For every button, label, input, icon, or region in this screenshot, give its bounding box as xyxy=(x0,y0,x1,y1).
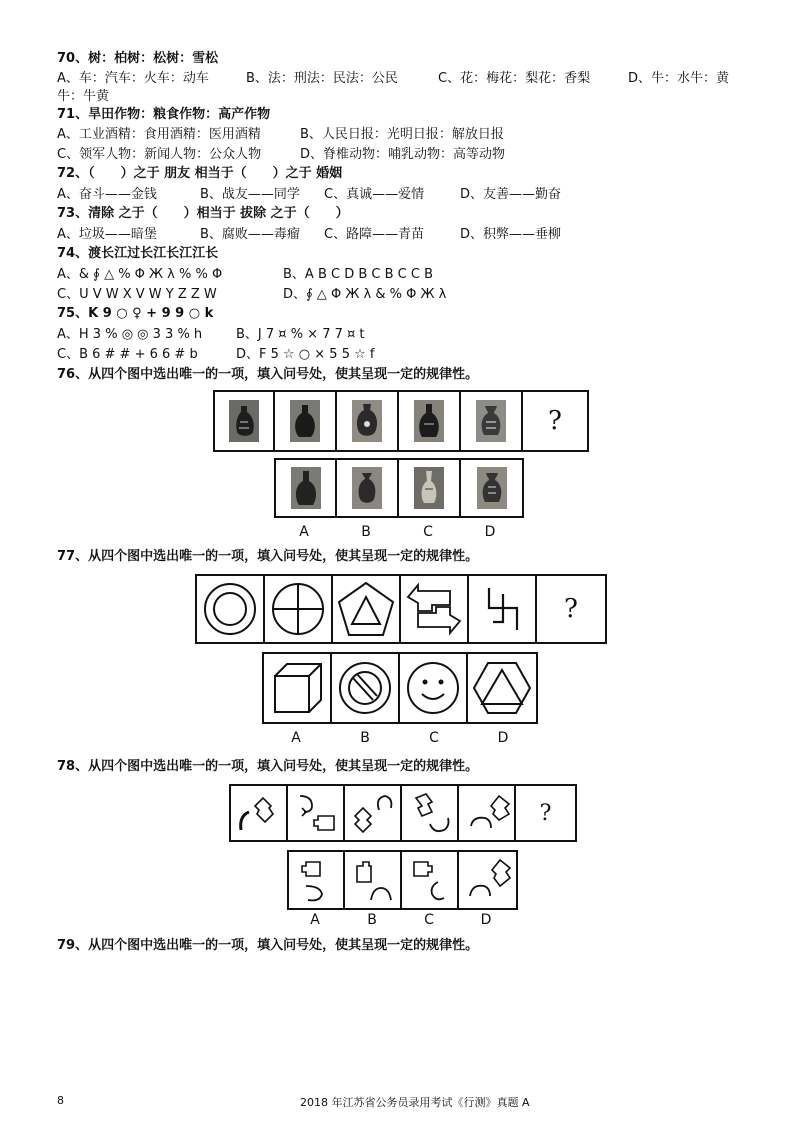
footer-title: 2018 年江苏省公务员录用考试《行测》真题 A xyxy=(300,1096,530,1109)
q78-option-c-figure[interactable] xyxy=(402,852,459,908)
q78-figure-5 xyxy=(459,786,516,840)
arrow-and-shape-icon xyxy=(235,790,283,836)
q78-option-a-figure[interactable] xyxy=(289,852,345,908)
q76-option-c-figure[interactable] xyxy=(399,460,461,516)
q77-label-b: B xyxy=(360,730,370,746)
q76-label-c: C xyxy=(423,524,433,540)
cube-icon xyxy=(269,660,325,716)
q74-option-c: C、U V W X V W Y Z Z W xyxy=(57,287,217,302)
q70-option-d: D、牛：水牛：黄 xyxy=(628,71,730,86)
q75-option-b: B、J 7 ¤ % × 7 7 ¤ t xyxy=(236,327,365,342)
q77-option-c-figure[interactable] xyxy=(400,654,468,722)
q76-stem: 76、从四个图中选出唯一的一项，填入问号处，使其呈现一定的规律性。 xyxy=(57,367,479,382)
q76-question-cell xyxy=(523,392,587,450)
q70-option-b: B、法：刑法：民法：公民 xyxy=(246,71,398,86)
q73-stem: 73、清除 之于（ ）相当于 拔除 之于（ ） xyxy=(57,206,349,221)
q76-question-row xyxy=(213,390,589,452)
q77-figure-4 xyxy=(401,576,469,642)
q73-option-b: B、腐败——毒瘤 xyxy=(200,227,300,242)
q78-figure-2 xyxy=(288,786,345,840)
q77-figure-1 xyxy=(197,576,265,642)
q78-answer-row xyxy=(287,850,518,910)
q77-option-a-figure[interactable] xyxy=(264,654,332,722)
q76-figure-4 xyxy=(399,392,461,450)
q77-figure-5 xyxy=(469,576,537,642)
q77-figure-2 xyxy=(265,576,333,642)
vase-image xyxy=(414,400,444,442)
q74-option-b: B、A B C D B C B C C B xyxy=(283,267,433,282)
q75-stem: 75、K 9 ○ ♀ + 9 9 ○ k xyxy=(57,306,214,321)
q78-label-c: C xyxy=(424,912,434,928)
question-mark: ? xyxy=(539,800,552,826)
arrow-and-shape-icon xyxy=(349,790,397,836)
arrow-and-shape-icon xyxy=(292,790,340,836)
q71-option-b: B、人民日报：光明日报：解放日报 xyxy=(300,127,504,142)
vase-image xyxy=(414,467,444,509)
q78-question-row xyxy=(229,784,577,842)
q78-option-d-figure[interactable] xyxy=(459,852,516,908)
q77-label-d: D xyxy=(497,730,509,746)
q71-option-a: A、工业酒精：食用酒精：医用酒精 xyxy=(57,127,261,142)
page-number: 8 xyxy=(57,1094,64,1107)
arrow-and-shape-icon xyxy=(464,856,512,904)
vase-image xyxy=(477,467,507,509)
q75-option-c: C、B 6 # # + 6 6 # b xyxy=(57,347,198,362)
vase-image xyxy=(476,400,506,442)
arrow-and-shape-icon xyxy=(406,856,454,904)
arrow-and-shape-icon xyxy=(349,856,397,904)
prohibition-icon xyxy=(337,660,393,716)
q72-option-d: D、友善——勤奋 xyxy=(460,187,562,202)
q76-figure-5 xyxy=(461,392,523,450)
question-mark: ? xyxy=(564,594,578,624)
q72-option-c: C、真诚——爱情 xyxy=(324,187,425,202)
q78-option-b-figure[interactable] xyxy=(345,852,402,908)
q74-option-a: A、& ∮ △ % Φ Ж λ % % Φ xyxy=(57,267,223,282)
q77-option-d-figure[interactable] xyxy=(468,654,536,722)
q77-stem: 77、从四个图中选出唯一的一项，填入问号处，使其呈现一定的规律性。 xyxy=(57,549,479,564)
q76-label-b: B xyxy=(361,524,371,540)
vase-image xyxy=(352,467,382,509)
q76-answer-row xyxy=(274,458,524,518)
vase-image xyxy=(291,467,321,509)
q70-option-d-continued: 牛：牛黄 xyxy=(57,89,110,104)
q77-answer-row xyxy=(262,652,538,724)
q76-option-b-figure[interactable] xyxy=(337,460,399,516)
circle-cross-icon xyxy=(270,581,326,637)
q78-question-cell xyxy=(516,786,575,840)
q70-stem: 70、树：柏树：松树：雪松 xyxy=(57,51,219,66)
q79-stem: 79、从四个图中选出唯一的一项，填入问号处，使其呈现一定的规律性。 xyxy=(57,938,479,953)
q78-label-d: D xyxy=(480,912,492,928)
double-arrow-icon xyxy=(404,581,464,637)
hexagon-triangle-icon xyxy=(472,660,532,716)
question-mark: ? xyxy=(548,406,562,436)
q78-figure-1 xyxy=(231,786,288,840)
arrow-and-shape-icon xyxy=(406,790,454,836)
q78-figure-4 xyxy=(402,786,459,840)
q77-label-c: C xyxy=(429,730,439,746)
q76-label-a: A xyxy=(299,524,309,540)
arrow-and-shape-icon xyxy=(463,790,511,836)
q74-stem: 74、渡长江过长江长江江长 xyxy=(57,246,219,261)
pentagon-triangle-icon xyxy=(336,580,396,638)
q76-option-a-figure[interactable] xyxy=(276,460,337,516)
q71-option-d: D、脊椎动物：哺乳动物：高等动物 xyxy=(300,147,506,162)
q70-option-c: C、花：梅花：梨花：香梨 xyxy=(438,71,591,86)
q76-label-d: D xyxy=(484,524,496,540)
q72-option-b: B、战友——同学 xyxy=(200,187,300,202)
q75-option-d: D、F 5 ☆ ○ × 5 5 ☆ f xyxy=(236,347,375,362)
q72-option-a: A、奋斗——金钱 xyxy=(57,187,157,202)
q78-figure-3 xyxy=(345,786,402,840)
q71-option-c: C、领军人物：新闻人物：公众人物 xyxy=(57,147,262,162)
q77-figure-3 xyxy=(333,576,401,642)
q78-label-b: B xyxy=(367,912,377,928)
q77-question-row xyxy=(195,574,607,644)
arrow-and-shape-icon xyxy=(292,856,340,904)
q73-option-c: C、路障——青苗 xyxy=(324,227,425,242)
vase-image xyxy=(290,400,320,442)
q73-option-a: A、垃圾——暗堡 xyxy=(57,227,157,242)
swastika-like-lines-icon xyxy=(477,584,527,634)
vase-image xyxy=(229,400,259,442)
q76-figure-1 xyxy=(215,392,275,450)
vase-image xyxy=(352,400,382,442)
smiley-face-icon xyxy=(405,660,461,716)
q70-option-a: A、车：汽车：火车：动车 xyxy=(57,71,209,86)
concentric-circles-icon xyxy=(202,581,258,637)
q72-stem: 72、（ ）之于 朋友 相当于（ ）之于 婚姻 xyxy=(57,166,343,181)
q73-option-d: D、积弊——垂柳 xyxy=(460,227,562,242)
q78-label-a: A xyxy=(310,912,320,928)
q77-label-a: A xyxy=(291,730,301,746)
q76-option-d-figure[interactable] xyxy=(461,460,522,516)
q77-question-cell xyxy=(537,576,605,642)
q77-option-b-figure[interactable] xyxy=(332,654,400,722)
q75-option-a: A、H 3 % ◎ ◎ 3 3 % h xyxy=(57,327,203,342)
q78-stem: 78、从四个图中选出唯一的一项，填入问号处，使其呈现一定的规律性。 xyxy=(57,759,479,774)
q76-figure-3 xyxy=(337,392,399,450)
q74-option-d: D、∮ △ Φ Ж λ & % Φ Ж λ xyxy=(283,287,447,302)
q71-stem: 71、旱田作物：粮食作物：高产作物 xyxy=(57,107,271,122)
q76-figure-2 xyxy=(275,392,337,450)
